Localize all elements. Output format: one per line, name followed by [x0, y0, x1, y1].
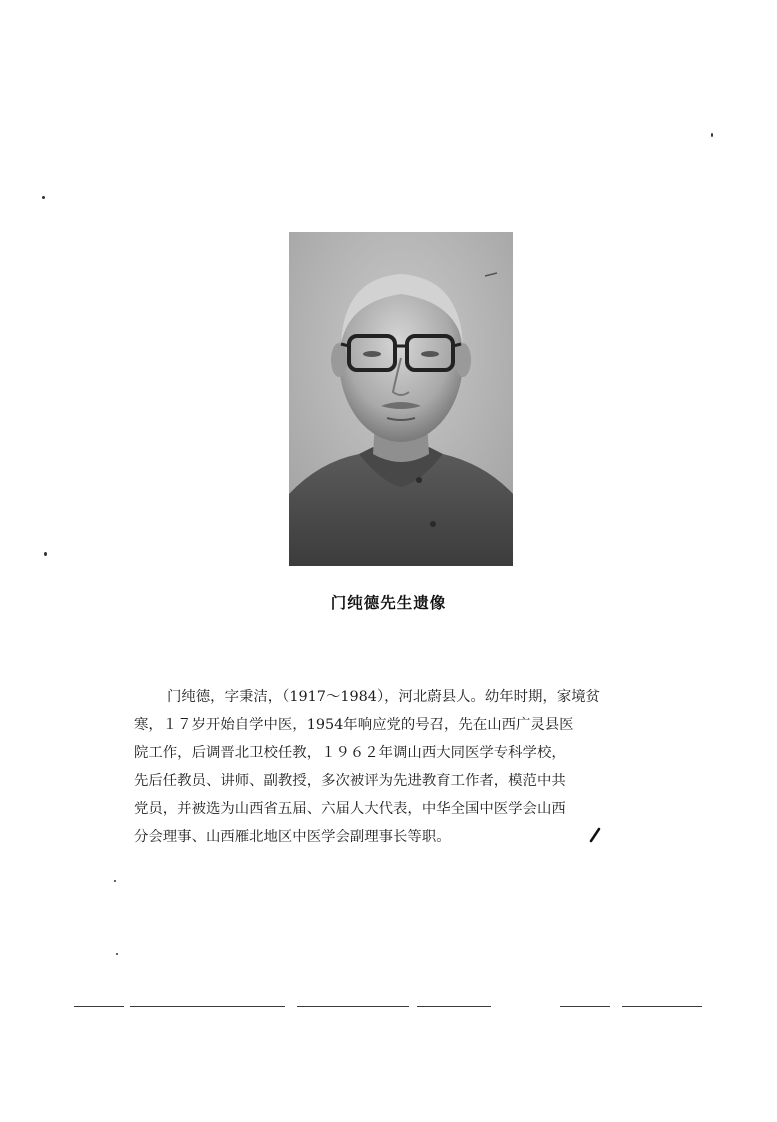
scan-speck: [114, 880, 116, 882]
bio-line: 寒，１７岁开始自学中医，1954年响应党的号召，先在山西广灵县医: [134, 717, 574, 733]
scan-speck: [116, 953, 118, 955]
divider-rule: [417, 1006, 491, 1007]
scan-speck: [42, 196, 45, 199]
bio-line: 分会理事、山西雁北地区中医学会副理事长等职。: [134, 829, 451, 845]
divider-rule: [74, 1006, 124, 1007]
divider-rule: [622, 1006, 702, 1007]
scan-speck: [711, 133, 713, 137]
bio-line: 党员，并被选为山西省五届、六届人大代表，中华全国中医学会山西: [134, 801, 566, 817]
portrait-photo-icon: [289, 232, 513, 566]
portrait-caption: 门纯德先生遗像: [330, 594, 447, 612]
divider-rule: [297, 1006, 409, 1007]
biography-paragraph: [134, 683, 661, 851]
bio-line: 先后任教员、讲师、副教授，多次被评为先进教育工作者，模范中共: [134, 773, 566, 789]
divider-rule: [130, 1006, 285, 1007]
bio-line: 院工作，后调晋北卫校任教，１９６２年调山西大同医学专科学校，: [134, 745, 566, 761]
divider-rule: [560, 1006, 610, 1007]
scan-speck: [44, 552, 47, 556]
pen-mark-icon: [589, 827, 601, 843]
portrait-photo: [289, 232, 513, 566]
bio-line: 门纯德，字秉洁，（1917～1984），河北蔚县人。幼年时期，家境贫: [167, 689, 601, 705]
